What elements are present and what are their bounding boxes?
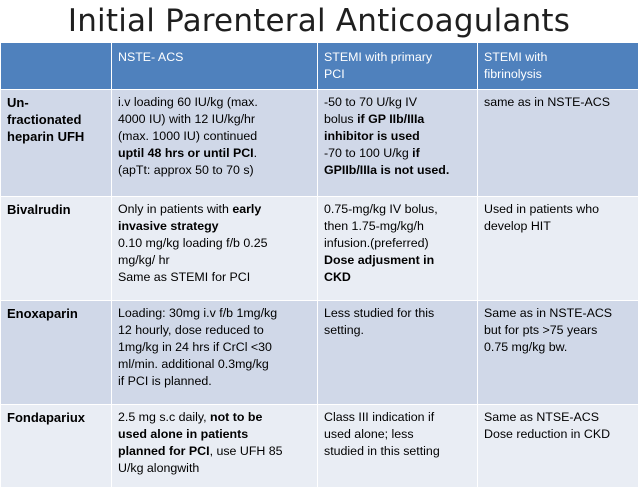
bold-text: if bbox=[412, 146, 420, 160]
cell-line: Same as NTSE-ACS bbox=[484, 409, 633, 426]
header-stemi-fib-line2: fibrinolysis bbox=[484, 66, 633, 83]
bivalrudin-fib-cell bbox=[478, 197, 638, 301]
bivalrudin-nste-cell bbox=[112, 197, 318, 301]
cell-line: 0.75 mg/kg bw. bbox=[484, 339, 633, 356]
cell-line: 4000 IU) with 12 IU/kg/hr bbox=[118, 111, 312, 128]
enoxaparin-pci-cell bbox=[318, 301, 478, 405]
cell-line bbox=[118, 409, 312, 426]
bold-text: early bbox=[232, 202, 261, 216]
header-stemi-fibrinolysis bbox=[478, 43, 638, 90]
cell-line: Used in patients who bbox=[484, 201, 633, 218]
cell-line: U/kg alongwith bbox=[118, 460, 312, 477]
cell-line bbox=[324, 252, 472, 269]
cell-line bbox=[324, 145, 472, 162]
cell-line: (max. 1000 IU) continued bbox=[118, 128, 312, 145]
fondapariux-nste-cell bbox=[112, 405, 318, 488]
cell-line bbox=[118, 201, 312, 218]
cell-line bbox=[118, 426, 312, 443]
slide-title: Initial Parenteral Anticoagulants bbox=[0, 0, 638, 42]
cell-line bbox=[324, 269, 472, 286]
header-stemi-pci-line2: PCI bbox=[324, 66, 472, 83]
bold-text: used alone in patients bbox=[118, 427, 248, 441]
cell-text: 2.5 mg s.c daily, bbox=[118, 410, 210, 424]
cell-line: but for pts >75 years bbox=[484, 322, 633, 339]
drug-name-line: Enoxaparin bbox=[7, 306, 78, 321]
cell-text: bolus bbox=[324, 112, 357, 126]
cell-line: Class III indication if bbox=[324, 409, 472, 426]
bold-text: Dose adjusment in bbox=[324, 253, 434, 267]
cell-line: 12 hourly, dose reduced to bbox=[118, 322, 312, 339]
enoxaparin-fib-cell bbox=[478, 301, 638, 405]
drug-name-line: Bivalrudin bbox=[7, 202, 71, 217]
drug-name-line: Fondapariux bbox=[7, 410, 85, 425]
drug-name-fondapariux bbox=[1, 405, 112, 488]
cell-line: Same as STEMI for PCI bbox=[118, 269, 312, 286]
cell-line bbox=[118, 443, 312, 460]
cell-line: setting. bbox=[324, 322, 472, 339]
header-stemi-pci bbox=[318, 43, 478, 90]
cell-text: -70 to 100 U/kg bbox=[324, 146, 412, 160]
drug-name-line: Un- bbox=[7, 94, 106, 111]
cell-line: same as in NSTE-ACS bbox=[484, 94, 633, 111]
bold-text: not to be bbox=[210, 410, 262, 424]
cell-line: Loading: 30mg i.v f/b 1mg/kg bbox=[118, 305, 312, 322]
enoxaparin-nste-cell bbox=[112, 301, 318, 405]
cell-line bbox=[118, 218, 312, 235]
header-row bbox=[1, 43, 638, 90]
cell-line: Less studied for this bbox=[324, 305, 472, 322]
drug-name-line: heparin UFH bbox=[7, 128, 106, 145]
table-row-bivalrudin bbox=[1, 197, 638, 301]
cell-line: infusion.(preferred) bbox=[324, 235, 472, 252]
cell-text: Only in patients with bbox=[118, 202, 232, 216]
cell-line: -50 to 70 U/kg IV bbox=[324, 94, 472, 111]
fondapariux-pci-cell bbox=[318, 405, 478, 488]
cell-line: develop HIT bbox=[484, 218, 633, 235]
bold-text: invasive strategy bbox=[118, 219, 219, 233]
cell-line: ml/min. additional 0.3mg/kg bbox=[118, 356, 312, 373]
cell-line: then 1.75-mg/kg/h bbox=[324, 218, 472, 235]
bold-text: planned for PCI bbox=[118, 444, 210, 458]
anticoagulant-table bbox=[0, 42, 638, 488]
ufh-pci-cell bbox=[318, 90, 478, 197]
cell-line bbox=[324, 162, 472, 179]
bold-text: uptil 48 hrs or until PCI bbox=[118, 146, 254, 160]
bold-text: GPIIb/IIIa is not used. bbox=[324, 163, 449, 177]
bold-text: CKD bbox=[324, 270, 351, 284]
cell-text: , use UFH 85 bbox=[210, 444, 283, 458]
cell-line: Dose reduction in CKD bbox=[484, 426, 633, 443]
ufh-nste-cell bbox=[112, 90, 318, 197]
drug-name-ufh bbox=[1, 90, 112, 197]
table-row-ufh bbox=[1, 90, 638, 197]
cell-line bbox=[324, 128, 472, 145]
header-stemi-pci-line1: STEMI with primary bbox=[324, 49, 472, 66]
cell-line: 1mg/kg in 24 hrs if CrCl <30 bbox=[118, 339, 312, 356]
header-corner-cell bbox=[1, 43, 112, 90]
drug-name-line: fractionated bbox=[7, 111, 106, 128]
header-nste-acs bbox=[112, 43, 318, 90]
cell-line: 0.10 mg/kg loading f/b 0.25 bbox=[118, 235, 312, 252]
cell-line: Same as in NSTE-ACS bbox=[484, 305, 633, 322]
cell-clip bbox=[118, 409, 312, 483]
cell-line: used alone; less bbox=[324, 426, 472, 443]
table-row-enoxaparin bbox=[1, 301, 638, 405]
bivalrudin-pci-cell bbox=[318, 197, 478, 301]
header-nste-acs-label: NSTE- ACS bbox=[118, 50, 183, 64]
cell-line: (apTt: approx 50 to 70 s) bbox=[118, 162, 312, 179]
drug-name-enoxaparin bbox=[1, 301, 112, 405]
cell-line bbox=[118, 145, 312, 162]
cell-line: i.v loading 60 IU/kg (max. bbox=[118, 94, 312, 111]
bold-text: inhibitor is used bbox=[324, 129, 420, 143]
header-stemi-fib-line1: STEMI with bbox=[484, 49, 633, 66]
table-row-fondapariux bbox=[1, 405, 638, 488]
drug-name-bivalrudin bbox=[1, 197, 112, 301]
cell-line: studied in this setting bbox=[324, 443, 472, 460]
ufh-fib-cell bbox=[478, 90, 638, 197]
cell-line: 0.75-mg/kg IV bolus, bbox=[324, 201, 472, 218]
cell-line: if PCI is planned. bbox=[118, 373, 312, 390]
cell-line: mg/kg/ hr bbox=[118, 252, 312, 269]
cell-text: . bbox=[254, 146, 257, 160]
fondapariux-fib-cell bbox=[478, 405, 638, 488]
cell-line bbox=[324, 111, 472, 128]
bold-text: if GP IIb/IIIa bbox=[357, 112, 424, 126]
